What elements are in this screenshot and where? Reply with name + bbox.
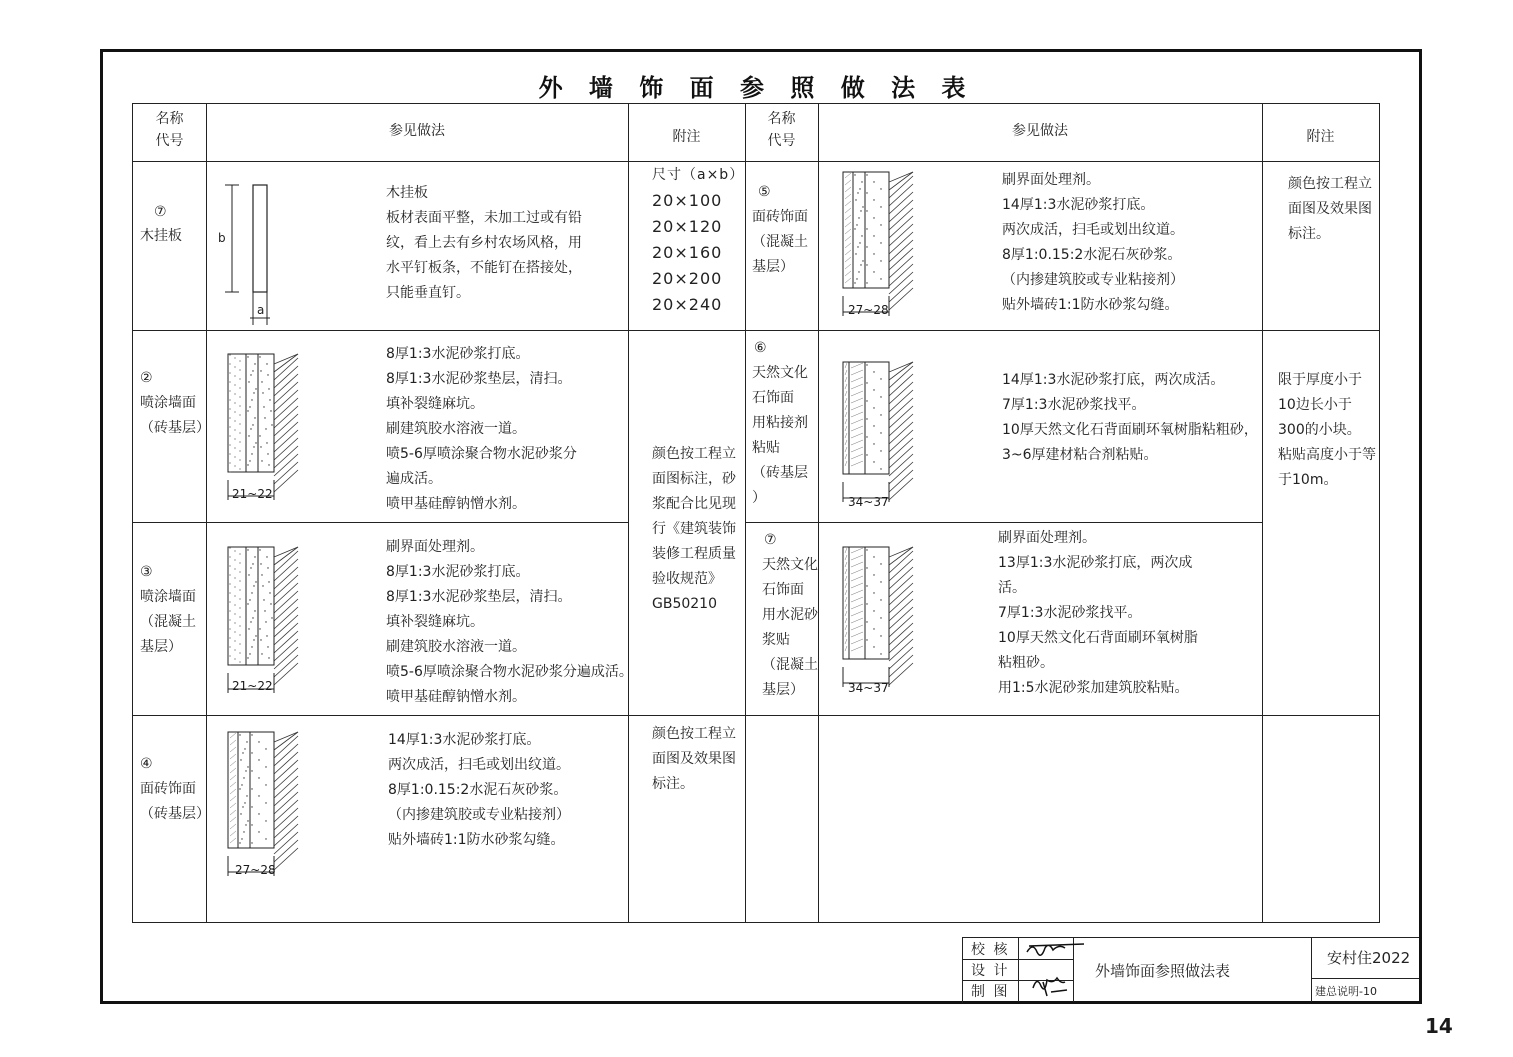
row-6-name: ⑥ 天然文化 石饰面 用粘接剂 粘贴 （砖基层 ） xyxy=(752,340,808,506)
row-4-dim: 27~28 xyxy=(235,863,276,877)
row-5-method: 刷界面处理剂。 14厚1:3水泥砂浆打底。 两次成活，扫毛或划出纹道。 8厚1:0.15:2水泥石灰砂浆。 （内掺建筑胶或专业粘接剂） 贴外墙砖1:1防水砂浆勾缝。 xyxy=(1002,172,1184,313)
row-2-name: ② 喷涂墙面 （砖基层） xyxy=(140,370,210,436)
row-3-dim: 21~22 xyxy=(232,679,273,693)
wall-section-6 xyxy=(840,360,925,515)
row-2-3-note: 颜色按工程立 面图标注，砂 浆配合比见现 行《建筑装饰 装修工程质量 验收规范》 GB50210 xyxy=(652,446,736,612)
row-3-name: ③ 喷涂墙面 （混凝土 基层） xyxy=(140,564,196,655)
wall-section-5 xyxy=(840,170,925,325)
row-3-method: 刷界面处理剂。 8厚1:3水泥砂浆打底。 8厚1:3水泥砂浆垫层，清扫。 填补裂缝麻坑。 刷建筑胶水溶液一道。 喷5-6厚喷涂聚合物水泥砂浆分遍成活。 喷甲基硅醇钠憎水剂。 xyxy=(386,539,633,705)
row-1-method: 木挂板 板材表面平整，未加工过或有铅 纹，看上去有乡村农场风格，用 水平钉板条，不能钉在搭接处， 只能垂直钉。 xyxy=(386,185,582,301)
table-title: 外 墙 饰 面 参 照 做 法 表 xyxy=(538,74,975,102)
row-6-dim: 34~37 xyxy=(848,495,889,509)
row-4-note: 颜色按工程立 面图及效果图 标注。 xyxy=(652,726,736,792)
header-note-right: 附注 xyxy=(1306,129,1335,145)
row-2-dim: 21~22 xyxy=(232,487,273,501)
role-design: 设 计 xyxy=(971,963,1010,979)
row-7-method: 刷界面处理剂。 13厚1:3水泥砂浆打底，两次成 活。 7厚1:3水泥砂浆找平。 10厚天然文化石背面刷环氧树脂 粘粗砂。 用1:5水泥砂浆加建筑胶粘贴。 xyxy=(998,530,1198,696)
row-6-7-note: 限于厚度小于 10边长小于 300的小块。 粘贴高度小于等 于10m。 xyxy=(1278,372,1376,488)
wood-panel-diagram xyxy=(212,180,282,330)
row-1-sizes: 尺寸（a×b） 20×100 20×120 20×160 20×200 20×240 xyxy=(652,167,745,314)
drawing-name: 外墙饰面参照做法表 xyxy=(1095,962,1231,980)
sheet-code: 建总说明-10 xyxy=(1315,985,1377,998)
title-block xyxy=(962,937,1419,1003)
row-1-name: ⑦ 木挂板 xyxy=(140,204,182,244)
row-5-note: 颜色按工程立 面图及效果图 标注。 xyxy=(1288,176,1372,242)
signatures xyxy=(1019,938,1089,1002)
page-number: 14 xyxy=(1425,1014,1453,1038)
row-5-name: ⑤ 面砖饰面 （混凝土 基层） xyxy=(752,184,808,275)
dim-b-label: b xyxy=(218,231,226,245)
header-name-code-right: 名称 代号 xyxy=(767,111,796,149)
row-7-name: ⑦ 天然文化 石饰面 用水泥砂 浆贴 （混凝土 基层） xyxy=(762,532,818,698)
header-method-left: 参见做法 xyxy=(389,123,445,139)
row-7-dim: 34~37 xyxy=(848,681,889,695)
row-4-name: ④ 面砖饰面 （砖基层） xyxy=(140,756,210,822)
role-draft: 制 图 xyxy=(971,984,1010,1000)
header-name-code-left: 名称 代号 xyxy=(155,111,184,149)
row-2-method: 8厚1:3水泥砂浆打底。 8厚1:3水泥砂浆垫层，清扫。 填补裂缝麻坑。 刷建筑胶水溶液一道。 喷5-6厚喷涂聚合物水泥砂浆分 遍成活。 喷甲基硅醇钠憎水剂。 xyxy=(386,346,577,512)
row-4-method: 14厚1:3水泥砂浆打底。 两次成活，扫毛或划出纹道。 8厚1:0.15:2水泥石灰砂浆。 （内掺建筑胶或专业粘接剂） 贴外墙砖1:1防水砂浆勾缝。 xyxy=(388,732,570,848)
project-code: 安村住2022 xyxy=(1327,949,1411,967)
row-6-method: 14厚1:3水泥砂浆打底，两次成活。 7厚1:3水泥砂浆找平。 10厚天然文化石背面刷环氧树脂粘粗砂， 3~6厚建材粘合剂粘贴。 xyxy=(1002,372,1258,463)
role-check: 校 核 xyxy=(971,942,1010,958)
header-method-right: 参见做法 xyxy=(1012,123,1068,139)
header-note-left: 附注 xyxy=(672,129,701,145)
row-5-dim: 27~28 xyxy=(848,303,889,317)
dim-a-label: a xyxy=(257,303,265,317)
